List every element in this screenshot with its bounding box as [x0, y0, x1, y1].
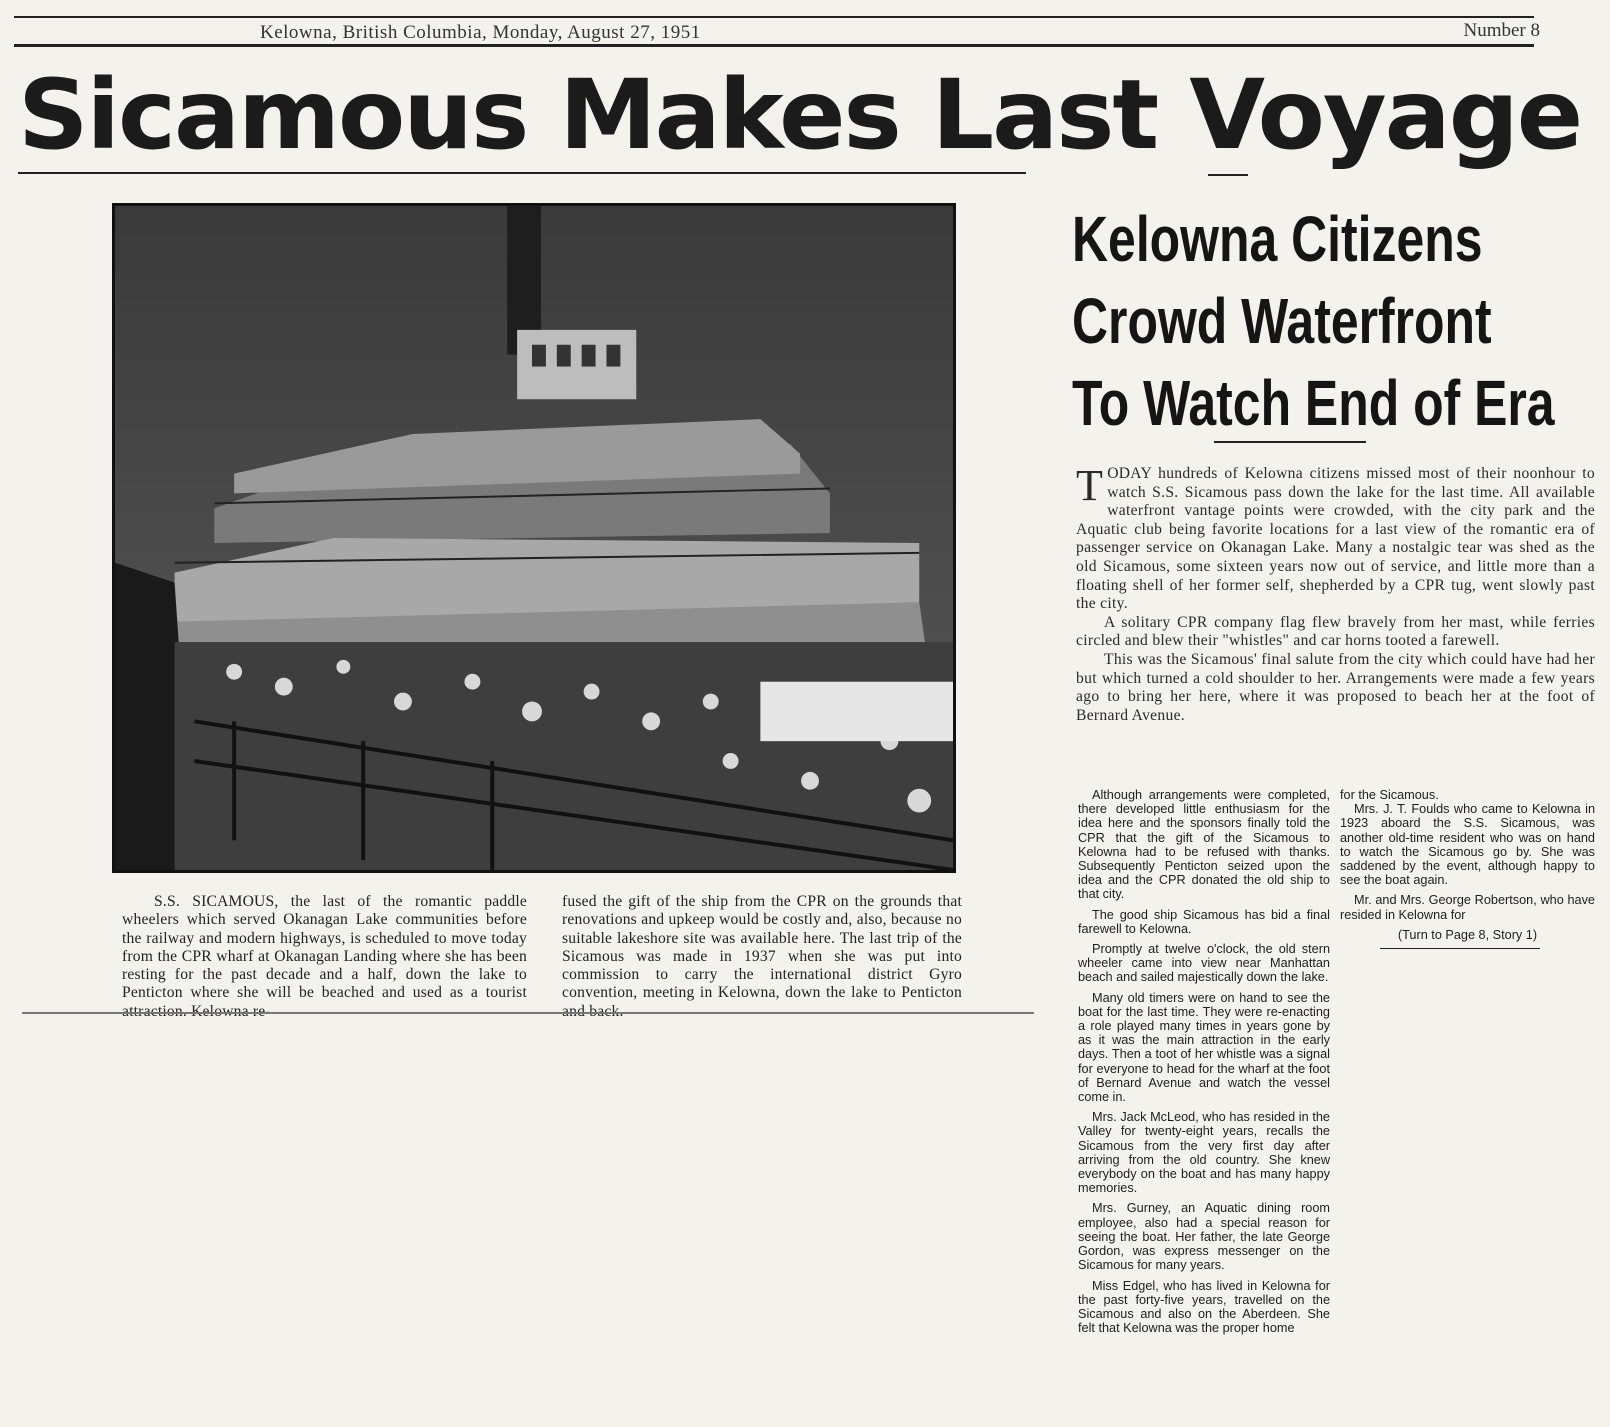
body-paragraph: Many old timers were on hand to see the boat for the last time. They were re-enacting a role played many times in years gone by as it was the main attraction in the early days. Then a toot of her whistle was a signal for everyone to head for the wharf at the foot of Bernard Avenue and watch the vessel come in. [1078, 990, 1330, 1105]
dateline: Kelowna, British Columbia, Monday, August 27, 1951 [260, 22, 701, 43]
steamship-photo [112, 203, 956, 873]
photo-caption-col-1: S.S. SICAMOUS, the last of the romantic paddle wheelers which served Okanagan Lake communities before the railway and modern highways, is scheduled to move today from the CPR wharf at Okanagan Landing where she has been resting for the past decade and a half, down the lake to Penticton where she will be beached and used as a tourist [122, 893, 527, 1002]
top-rule [14, 16, 1534, 18]
body-paragraph: The good ship Sicamous has bid a final farewell to Kelowna. [1078, 907, 1330, 936]
body-paragraph-continued: for the Sicamous. [1340, 788, 1439, 802]
story-headline-line-3: To Watch End of Era [1072, 367, 1555, 439]
caption-bottom-rule [22, 1012, 1034, 1014]
story-headline-line-1: Kelowna Citizens [1072, 203, 1483, 275]
story-lead-paragraph-2: A solitary CPR company flag flew bravely from her mast, while ferries circled and blew their "whistles" and car horns tooted a farewell. [1076, 613, 1595, 650]
issue-number: Number 8 [1463, 20, 1540, 41]
body-paragraph: Miss Edgel, who has lived in Kelowna for the past forty-five years, travelled on the Sicamous and also on the Aberdeen. She felt that Kelowna was the proper home [1078, 1278, 1330, 1336]
body-paragraph: Mr. and Mrs. George Robertson, who have resided in Kelowna for [1340, 893, 1595, 922]
steamship-photo-icon [115, 206, 953, 870]
photo-caption-col-2: fused the gift of the ship from the CPR on the grounds that renovations and upkeep would be costly and, also, because no suitable lakeshore site was available here. The last trip of the Sicamous was made in 1937 when she was put into commission to carry the international district Gyro convention, meeting in Kelowna, down the lake to Penticton [562, 893, 962, 1002]
page-headline: Sicamous Makes Last Voyage [18, 59, 1582, 171]
story-lead-paragraph-3: This was the Sicamous' final salute from the city which could have had her but which turned a cold shoulder to her. Arrangements were made a few years ago to bring her here, where it was proposed to beach her at the foot of Bernard Avenue. [1076, 650, 1595, 724]
drop-cap: T [1076, 461, 1104, 510]
headline-rule-short [1208, 174, 1248, 176]
story-lead-text-1: ODAY hundreds of Kelowna citizens missed most of their noonhour to watch S.S. Sicamous pass down the lake for the last time. All available waterfront vantage points were crowded, with the city park and the Aquatic club being favorite locations for a last view of the romantic era of passenger service on Okanagan Lake. Many a nostalgic tear was shed as the old Sicamous, some sixteen years now out of service, and little more than a floating shell of her former self, shepherded by a CPR tug, went slowly past the city. [1076, 465, 1595, 613]
body-paragraph: Mrs. Gurney, an Aquatic dining room employee, also had a special reason for seeing the boat. Her father, the late George Gordon, was express messenger on the Sicamous for many years. [1078, 1201, 1330, 1273]
body-paragraph: Although arrangements were completed, there developed little enthusiasm for the idea here and the sponsors finally told the CPR that the gift of the Sicamous to Kelowna had to be refused with thanks. Subsequently Penticton seized upon the idea and the CPR donated the old ship to that city. [1078, 788, 1330, 902]
headline-rule [18, 172, 1026, 174]
story-headline-rule [1214, 441, 1366, 443]
body-paragraph: Promptly at twelve o'clock, the old stern wheeler came into view near Manhattan beach and sailed majestically down the lake. [1078, 942, 1330, 985]
jump-rule [1380, 948, 1540, 949]
body-paragraph: Mrs. Jack McLeod, who has resided in the Valley for twenty-eight years, recalls the Sicamous from the very first day after arriving from the old country. She knew everybody on the boat and has many happy memories. [1078, 1110, 1330, 1196]
story-body-col-right [1340, 788, 1595, 949]
story-headline [1072, 198, 1555, 444]
jump-line: (Turn to Page 8, Story 1) [1397, 927, 1538, 942]
story-headline-line-2: Crowd Waterfront [1072, 285, 1492, 357]
story-body-col-left [1078, 788, 1330, 1341]
masthead-rule [14, 44, 1534, 47]
body-paragraph: Mrs. J. T. Foulds who came to Kelowna in 1923 aboard the S.S. Sicamous, was another old-time resident who was on hand to watch the Sicamous go by. She was saddened by the event, although happy to see the boat again. [1340, 802, 1595, 888]
story-lead-paragraph-1 [1076, 461, 1595, 614]
story-lead [1076, 461, 1595, 725]
